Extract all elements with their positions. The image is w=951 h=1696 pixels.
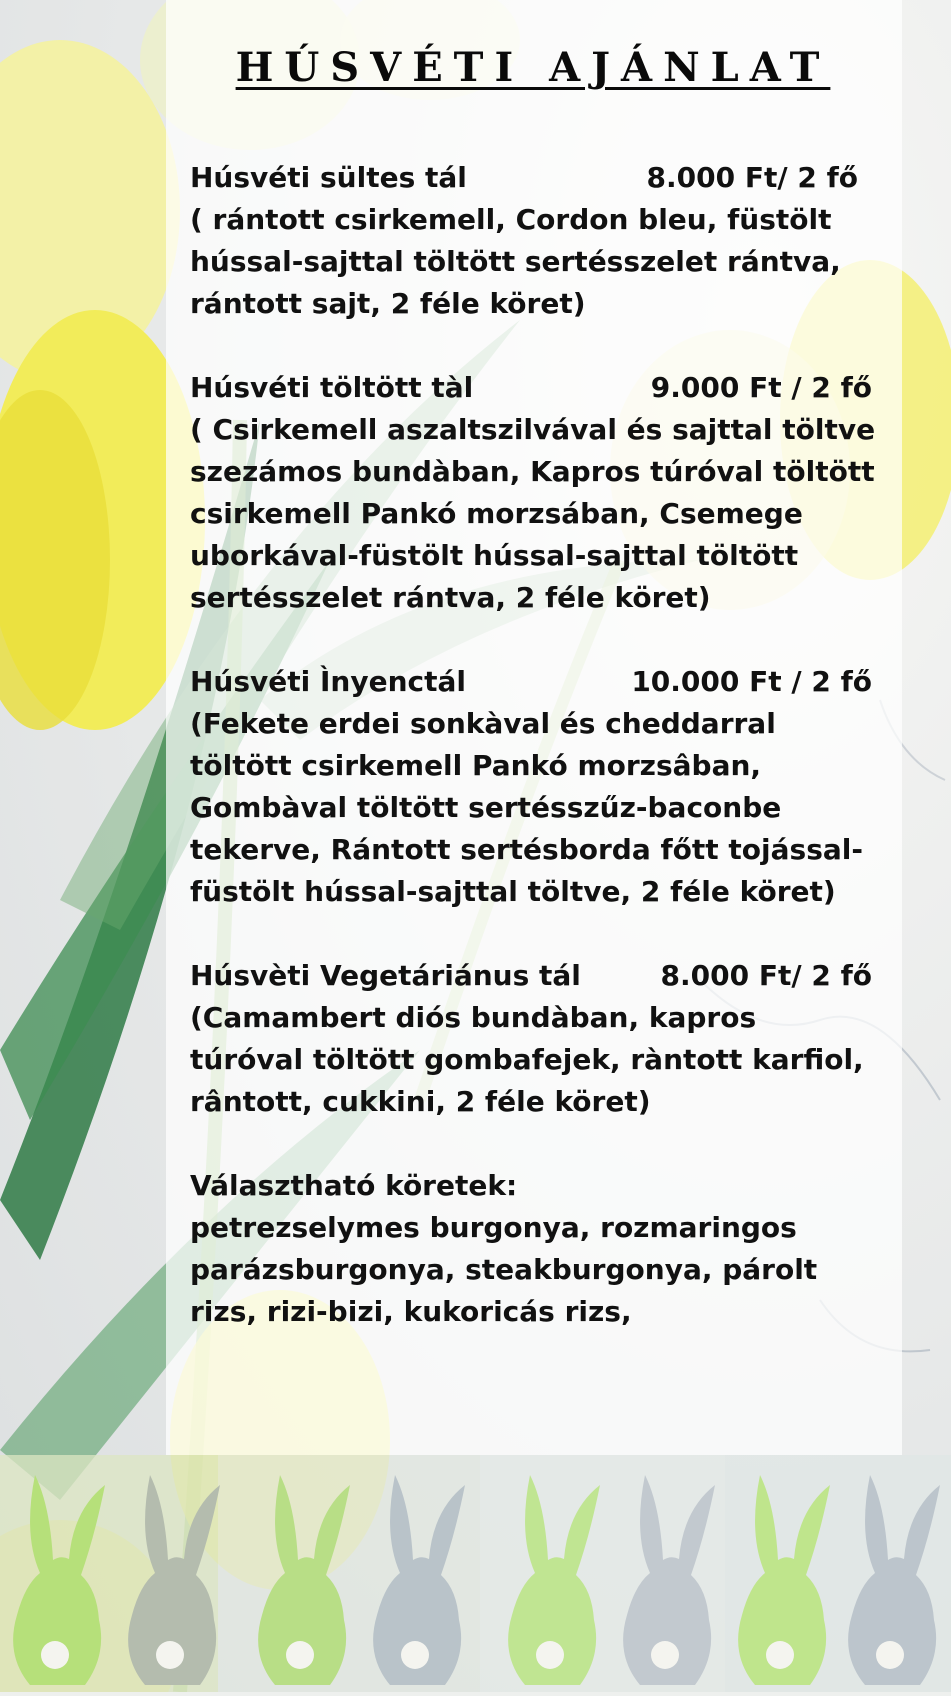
bunny-decorations [0,1455,951,1692]
dish-description-line: ( rántott csirkemell, Cordon bleu, füstölt [190,203,832,236]
dish-description-line: csirkemell Pankó morzsában, Csemege [190,497,803,530]
sides-heading: Választható köretek: [190,1169,518,1202]
dish-header [190,367,890,409]
page-title: HÚSVÉTI AJÁNLAT [235,44,831,91]
dish-description-line: túróval töltött gombafejek, ràntott karfiol, [190,1043,864,1076]
dish-description-line: hússal-sajttal töltött sertésszelet rántva, [190,245,841,278]
dish-name: Húsvèti Vegetáriánus tál [190,959,581,992]
dish-name: Húsvéti töltött tàl [190,371,474,404]
dish-name: Húsvéti Ìnyenctál [190,665,467,698]
dish-1 [190,157,890,325]
bunny-footer [0,1455,951,1692]
dish-description-line: füstölt hússal-sajttal töltve, 2 féle köret) [190,875,836,908]
dish-price: 8.000 Ft/ 2 fő [646,161,858,194]
sides-section [190,1165,890,1333]
dish-description-line: (Fekete erdei sonkàval és cheddarral [190,707,776,740]
dish-description-line: uborkával-füstölt hússal-sajttal töltött [190,539,799,572]
sides-line: rizs, rizi-bizi, kukoricás rizs, [190,1295,632,1328]
dish-description-line: (Camambert diós bundàban, kapros [190,1001,757,1034]
dish-description-line: rântott, cukkini, 2 féle köret) [190,1085,651,1118]
sides-line: parázsburgonya, steakburgonya, párolt [190,1253,818,1286]
dish-header [190,661,890,703]
dish-description-line: töltött csirkemell Pankó morzsâban, [190,749,762,782]
dish-price: 8.000 Ft/ 2 fő [660,959,872,992]
dish-description-line: sertésszelet rántva, 2 féle köret) [190,581,711,614]
dish-price: 9.000 Ft / 2 fő [650,371,872,404]
dish-description-line: rántott sajt, 2 féle köret) [190,287,586,320]
sides-line: petrezselymes burgonya, rozmaringos [190,1211,797,1244]
dish-3 [190,661,890,913]
dish-name: Húsvéti sültes tál [190,161,467,194]
dish-description-line: tekerve, Rántott sertésborda főtt tojással- [190,833,863,866]
dish-4 [190,955,890,1123]
dish-price: 10.000 Ft / 2 fő [631,665,872,698]
dish-header [190,955,890,997]
dish-header [190,157,890,199]
dish-2 [190,367,890,619]
dish-description-line: Gombàval töltött sertésszűz-baconbe [190,791,782,824]
dish-description-line: szezámos bundàban, Kapros túróval töltött [190,455,875,488]
dish-description-line: ( Csirkemell aszaltszilvával és sajttal töltve [190,413,876,446]
